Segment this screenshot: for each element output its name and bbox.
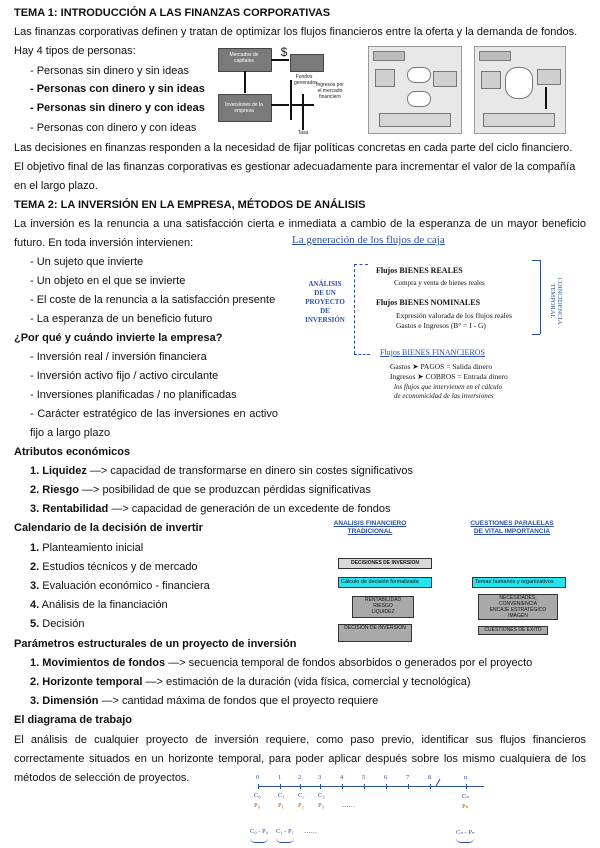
- diff-label: C₀ - P₀: [250, 828, 268, 835]
- tick-label: 8: [428, 774, 432, 781]
- c-label: Cₙ: [462, 793, 469, 800]
- tipo-item: - Personas sin dinero y con ideas: [30, 102, 205, 114]
- c-label: C₂: [298, 792, 305, 799]
- calendario-item: [30, 580, 210, 593]
- desc: —> capacidad de transformarse en dinero sin costes significativos: [86, 465, 414, 477]
- q-item: - Inversión real / inversión financiera: [30, 351, 207, 363]
- diff-label: C₁ - P₁: [276, 828, 294, 835]
- cash-flow-generation-figure: [290, 234, 580, 400]
- p-label: P₁: [278, 802, 284, 809]
- analisis-word: ANÁLISIS: [308, 280, 342, 288]
- desc: —> secuencia temporal de fondos absorbidos o generados por el proyecto: [165, 657, 533, 669]
- term: Rentabilidad: [42, 503, 109, 515]
- diff-label: Cₙ - Pₙ: [456, 829, 475, 836]
- financial-cycle-diagram: [218, 44, 344, 136]
- coincidencia-label: COINCIDENCIA TEMPORAL: [549, 277, 563, 325]
- text: Análisis de la financiación: [41, 599, 168, 611]
- num: 3.: [30, 580, 40, 592]
- q-item: fijo a largo plazo: [30, 427, 111, 439]
- parametro-item: [30, 657, 532, 670]
- cycle-diagram-3: [474, 46, 566, 134]
- num: 2.: [30, 484, 40, 496]
- tema1-paragraph-4b: en el largo plazo.: [14, 180, 98, 192]
- cycle-label: Inversiones de la empresa: [225, 102, 263, 114]
- desc: —> cantidad máxima de fondos que el proyecto requiere: [98, 695, 379, 707]
- num: 3.: [30, 695, 40, 707]
- num: 5.: [30, 618, 40, 630]
- financieros-note: los flujos que intervienen en el cálculo: [394, 383, 503, 391]
- num: 1.: [30, 657, 40, 669]
- financieros-line: Ingresos ➤ COBROS = Entrada dinero: [390, 372, 508, 381]
- num: 1.: [30, 465, 40, 477]
- tick-label: 2: [298, 774, 302, 781]
- cycle-label: Mercados de capitales: [229, 52, 259, 64]
- col-parallel-title: CUESTIONES PARALELAS DE VITAL IMPORTANCIA: [470, 520, 554, 535]
- analisis-word: DE UN: [314, 289, 336, 297]
- p-label: Pₙ: [462, 803, 469, 810]
- analysis-comparison-figure: [330, 520, 592, 642]
- term: Liquidez: [42, 465, 87, 477]
- tick-mark: [342, 784, 343, 789]
- interviene-item: - Un sujeto que invierte: [30, 256, 144, 268]
- tick-label: 5: [362, 774, 366, 781]
- col-traditional-title: ANALISIS FINANCIERO TRADICIONAL: [333, 520, 407, 535]
- num: 1.: [30, 542, 40, 554]
- tick-label: 6: [384, 774, 388, 781]
- cycle-label: Ingresos por el mercado financiero: [316, 82, 344, 100]
- tipo-item: - Personas con dinero y con ideas: [30, 122, 197, 134]
- num: 2.: [30, 561, 40, 573]
- parametro-item: [30, 676, 471, 689]
- analisis-word: PROYECTO: [305, 298, 345, 306]
- tick-label: 4: [340, 774, 344, 781]
- rentabilidad-box: RENTABILIDAD RIESGO LIQUIDEZ: [352, 596, 414, 618]
- dots: ……: [342, 802, 355, 809]
- cyan-box-right: Temas humanos y organizativos: [472, 577, 566, 588]
- desc: —> estimación de la duración (vida física, comercial y tecnológica): [142, 676, 471, 688]
- p-label: P₀: [254, 802, 260, 809]
- tick-mark: [280, 784, 281, 789]
- calendario-item: [30, 542, 143, 555]
- calendario-item: [30, 561, 198, 574]
- q-title: ¿Por qué y cuándo invierte la empresa?: [14, 332, 223, 344]
- diagrama-paragraph: correctamente situados en un horizonte temporal, para poder aplicar después sobre los mismo cualquiera de los: [14, 753, 586, 765]
- c-label: C₁: [278, 792, 285, 799]
- tick-label: 0: [256, 774, 260, 781]
- q-item: - Carácter estratégico de las inversiones en activo: [30, 408, 278, 420]
- analisis-word: INVERSIÓN: [305, 316, 345, 324]
- dollar-icon: $: [280, 45, 288, 59]
- calendario-title: Calendario de la decisión de invertir: [14, 522, 203, 534]
- tick-label: 7: [406, 774, 410, 781]
- tick-label: 1: [278, 774, 282, 781]
- interviene-item: - Un objeto en el que se invierte: [30, 275, 186, 287]
- reales-sub: Compra y venta de bienes reales: [394, 279, 485, 287]
- cycle-label: Fondos generados: [294, 74, 318, 86]
- tick-mark: [430, 784, 431, 789]
- text: Estudios técnicos y de mercado: [42, 561, 198, 573]
- nominales-sub: Expresión valorada de los flujos reales: [396, 311, 513, 320]
- parametro-item: [30, 695, 378, 708]
- financieros-title: Flujos BIENES FINANCIEROS: [380, 348, 485, 357]
- c-label: C₀: [254, 792, 261, 799]
- flujos-figure-title: La generación de los flujos de caja: [292, 234, 445, 246]
- num: 2.: [30, 676, 40, 688]
- cycle-label: Tasa: [297, 130, 309, 136]
- desc: —> posibilidad de que se produzcan pérdidas significativas: [78, 484, 371, 496]
- nominales-title: Flujos BIENES NOMINALES: [376, 298, 481, 307]
- q-item: - Inversión activo fijo / activo circulante: [30, 370, 219, 382]
- tick-mark: [258, 784, 259, 789]
- term: Riesgo: [42, 484, 79, 496]
- q-item: - Inversiones planificadas / no planificadas: [30, 389, 237, 401]
- tema1-paragraph-2: Hay 4 tipos de personas:: [14, 45, 136, 57]
- tick-mark: [466, 784, 467, 789]
- tick-label: 3: [318, 774, 322, 781]
- tema1-paragraph-4a: El objetivo final de las finanzas corporativas es gestionar adecuadamente para incrementar el valor de la compañía: [14, 161, 576, 173]
- atributos-title: Atributos económicos: [14, 446, 131, 458]
- decision-inversion-box: DECISIÓN DE INVERSIÓN: [338, 624, 412, 642]
- cuestiones-exito-box: CUESTIONES DE ÉXITO: [478, 626, 548, 635]
- tema2-paragraph-1a: La inversión es la renuncia a una satisfacción cierta e inmediata a cambio de la esperanza de un mayor beneficio: [14, 218, 586, 230]
- analisis-label: [296, 280, 354, 325]
- cycle-diagram-2: [368, 46, 462, 134]
- tick-mark: [386, 784, 387, 789]
- p-label: P₃: [318, 802, 324, 809]
- text: Decisión: [42, 618, 85, 630]
- num: 4.: [30, 599, 40, 611]
- decisiones-box: DECISIONES DE INVERSION: [338, 558, 432, 569]
- cash-flow-timeline: [250, 772, 500, 846]
- text: Evaluación económico - financiera: [42, 580, 210, 592]
- diagrama-paragraph: métodos de selección de proyectos.: [14, 772, 190, 784]
- parametros-title: Parámetros estructurales de un proyecto de inversión: [14, 638, 297, 650]
- financieros-line: Gastos ➤ PAGOS = Salida dinero: [390, 362, 493, 371]
- tick-label: n: [464, 774, 468, 781]
- tick-mark: [408, 784, 409, 789]
- tema1-paragraph-1: Las finanzas corporativas definen y tratan de optimizar los flujos financieros entre la oferta y la demanda de fondos.: [14, 26, 578, 38]
- desc: —> capacidad de generación de un excedente de fondos: [108, 503, 391, 515]
- interviene-item: - El coste de la renuncia a la satisfacción presente: [30, 294, 276, 306]
- diagrama-title: El diagrama de trabajo: [14, 714, 132, 726]
- term: Movimientos de fondos: [42, 657, 166, 669]
- reales-title: Flujos BIENES REALES: [376, 266, 463, 275]
- tema1-paragraph-3: Las decisiones en finanzas responden a la necesidad de fijar políticas concretas en cada parte del ciclo financiero.: [14, 142, 573, 154]
- term: Dimensión: [42, 695, 99, 707]
- atributo-item: [30, 503, 391, 516]
- interviene-item: - La esperanza de un beneficio futuro: [30, 313, 213, 325]
- cyan-box-left: Cálculo de decisión formalizada: [338, 577, 432, 588]
- term: Horizonte temporal: [42, 676, 143, 688]
- tipo-item: - Personas con dinero y sin ideas: [30, 83, 205, 95]
- tick-mark: [364, 784, 365, 789]
- p-label: P₂: [298, 802, 304, 809]
- num: 3.: [30, 503, 40, 515]
- financieros-note: de economicidad de las inversiones: [394, 392, 494, 400]
- tema2-title: TEMA 2: LA INVERSIÓN EN LA EMPRESA, MÉTODOS DE ANÁLISIS: [14, 199, 366, 211]
- calendario-item: [30, 599, 168, 612]
- necesidades-box: NECESIDADES, CONVENIENCIA ENCAJE ESTRATÉGICO IMAGEN: [478, 594, 558, 620]
- text: Planteamiento inicial: [42, 542, 144, 554]
- tema2-paragraph-1b: futuro. En toda inversión intervienen:: [14, 237, 194, 249]
- tema1-title: TEMA 1: INTRODUCCIÓN A LAS FINANZAS CORPORATIVAS: [14, 7, 331, 19]
- atributo-item: [30, 484, 371, 497]
- tipo-item: - Personas sin dinero y sin ideas: [30, 65, 189, 77]
- diagrama-paragraph: El análisis de cualquier proyecto de inversión requiere, como paso previo, identificar sus flujos financieros: [14, 734, 586, 746]
- calendario-item: [30, 618, 84, 631]
- tick-mark: [320, 784, 321, 789]
- nominales-sub: Gastos e Ingresos (B° = I - G): [396, 321, 486, 330]
- analisis-word: DE: [320, 307, 330, 315]
- atributo-item: [30, 465, 413, 478]
- dots: ……: [304, 828, 317, 835]
- tick-mark: [300, 784, 301, 789]
- c-label: C₃: [318, 792, 325, 799]
